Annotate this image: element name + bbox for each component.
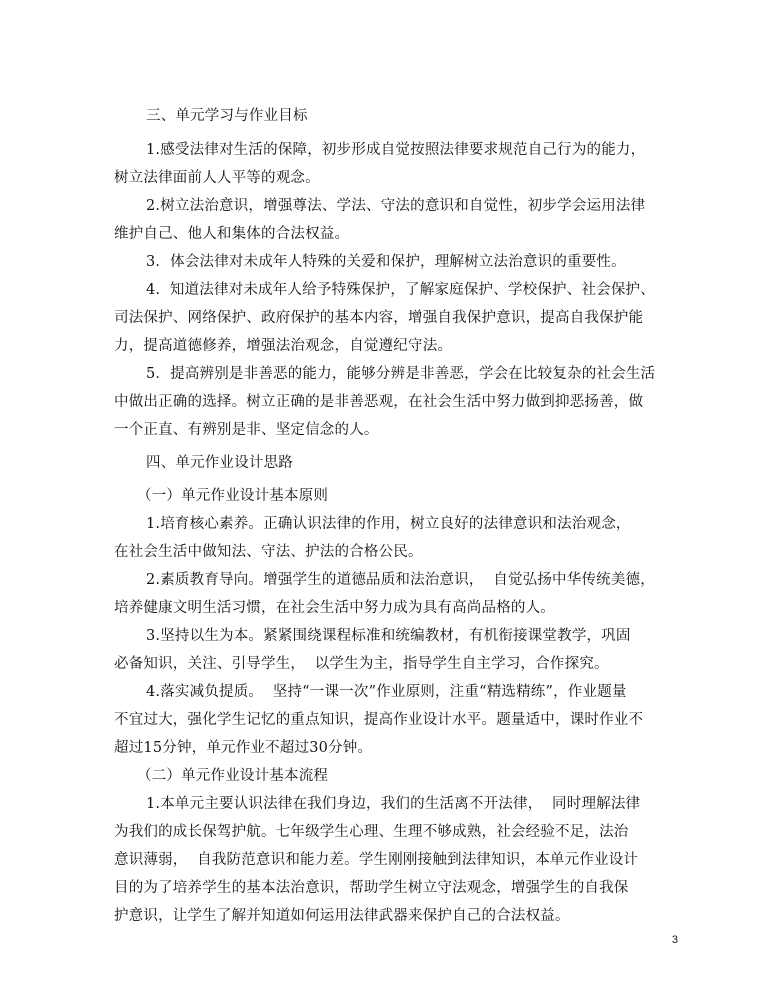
paragraph-line: 3．体会法律对未成年人特殊的关爱和保护，理解树立法治意识的重要性。 — [146, 254, 626, 270]
paragraph-line: 为我们的成长保驾护航。七年级学生心理、生理不够成熟，社会经验不足，法治 — [114, 824, 629, 840]
paragraph-line: 不宜过大，强化学生记忆的重点知识，提高作业设计水平。题量适中，课时作业不 — [114, 712, 644, 728]
paragraph-line: 必备知识，关注、引导学生， 以学生为主，指导学生自主学习，合作探究。 — [114, 656, 609, 672]
paragraph-line: 力，提高道德修养，增强法治观念，自觉遵纪守法。 — [114, 338, 453, 354]
paragraph-line: 4.落实减负提质。 坚持“一课一次”作业原则，注重“精选精练”，作业题量 — [146, 684, 627, 700]
paragraph-line: 2.树立法治意识，增强尊法、学法、守法的意识和自觉性，初步学会运用法律 — [146, 198, 646, 214]
page-number: 3 — [671, 934, 678, 946]
paragraph-line: 4. 知道法律对未成年人给予特殊保护，了解家庭保护、学校保护、社会保护、 — [146, 282, 655, 298]
paragraph-line: 1.感受法律对生活的保障，初步形成自觉按照法律要求规范自己行为的能力， — [146, 142, 646, 158]
paragraph-line: 培养健康文明生活习惯，在社会生活中努力成为具有高尚品格的人。 — [114, 600, 555, 616]
paragraph-line: 5．提高辨别是非善恶的能力，能够分辨是非善恶，学会在比较复杂的社会生活 — [146, 366, 656, 382]
paragraph-line: 维护自己、他人和集体的合法权益。 — [114, 226, 350, 242]
paragraph-line: 树立法律面前人人平等的观念。 — [114, 170, 320, 186]
paragraph-line: 在社会生活中做知法、守法、护法的合格公民。 — [114, 544, 423, 560]
subsection-heading-1: （一）单元作业设计基本原则 — [137, 488, 329, 504]
section-heading-3: 三、单元学习与作业目标 — [146, 108, 308, 124]
paragraph-line: 一个正直、有辨别是非、坚定信念的人。 — [114, 422, 379, 438]
paragraph-line: 超过15分钟，单元作业不超过30分钟。 — [114, 740, 373, 756]
paragraph-line: 意识薄弱， 自我防范意识和能力差。学生刚刚接触到法律知识，本单元作业设计 — [114, 852, 639, 868]
paragraph-line: 目的为了培养学生的基本法治意识，帮助学生树立守法观念，增强学生的自我保 — [114, 880, 629, 896]
paragraph-line: 3.坚持以生为本。紧紧围绕课程标准和统编教材，有机衔接课堂教学，巩固 — [146, 628, 631, 644]
paragraph-line: 2.素质教育导向。增强学生的道德品质和法治意识， 自觉弘扬中华传统美德， — [146, 572, 655, 588]
subsection-heading-2: （二）单元作业设计基本流程 — [137, 768, 329, 784]
paragraph-line: 司法保护、网络保护、政府保护的基本内容，增强自我保护意识，提高自我保护能 — [114, 310, 644, 326]
paragraph-line: 1.培育核心素养。正确认识法律的作用，树立良好的法律意识和法治观念， — [146, 516, 631, 532]
paragraph-line: 中做出正确的选择。树立正确的是非善恶观，在社会生活中努力做到抑恶扬善，做 — [114, 394, 644, 410]
paragraph-line: 1.本单元主要认识法律在我们身边，我们的生活离不开法律， 同时理解法律 — [146, 796, 641, 812]
section-heading-4: 四、单元作业设计思路 — [146, 455, 293, 471]
paragraph-line: 护意识，让学生了解并知道如何运用法律武器来保护自己的合法权益。 — [114, 908, 570, 924]
